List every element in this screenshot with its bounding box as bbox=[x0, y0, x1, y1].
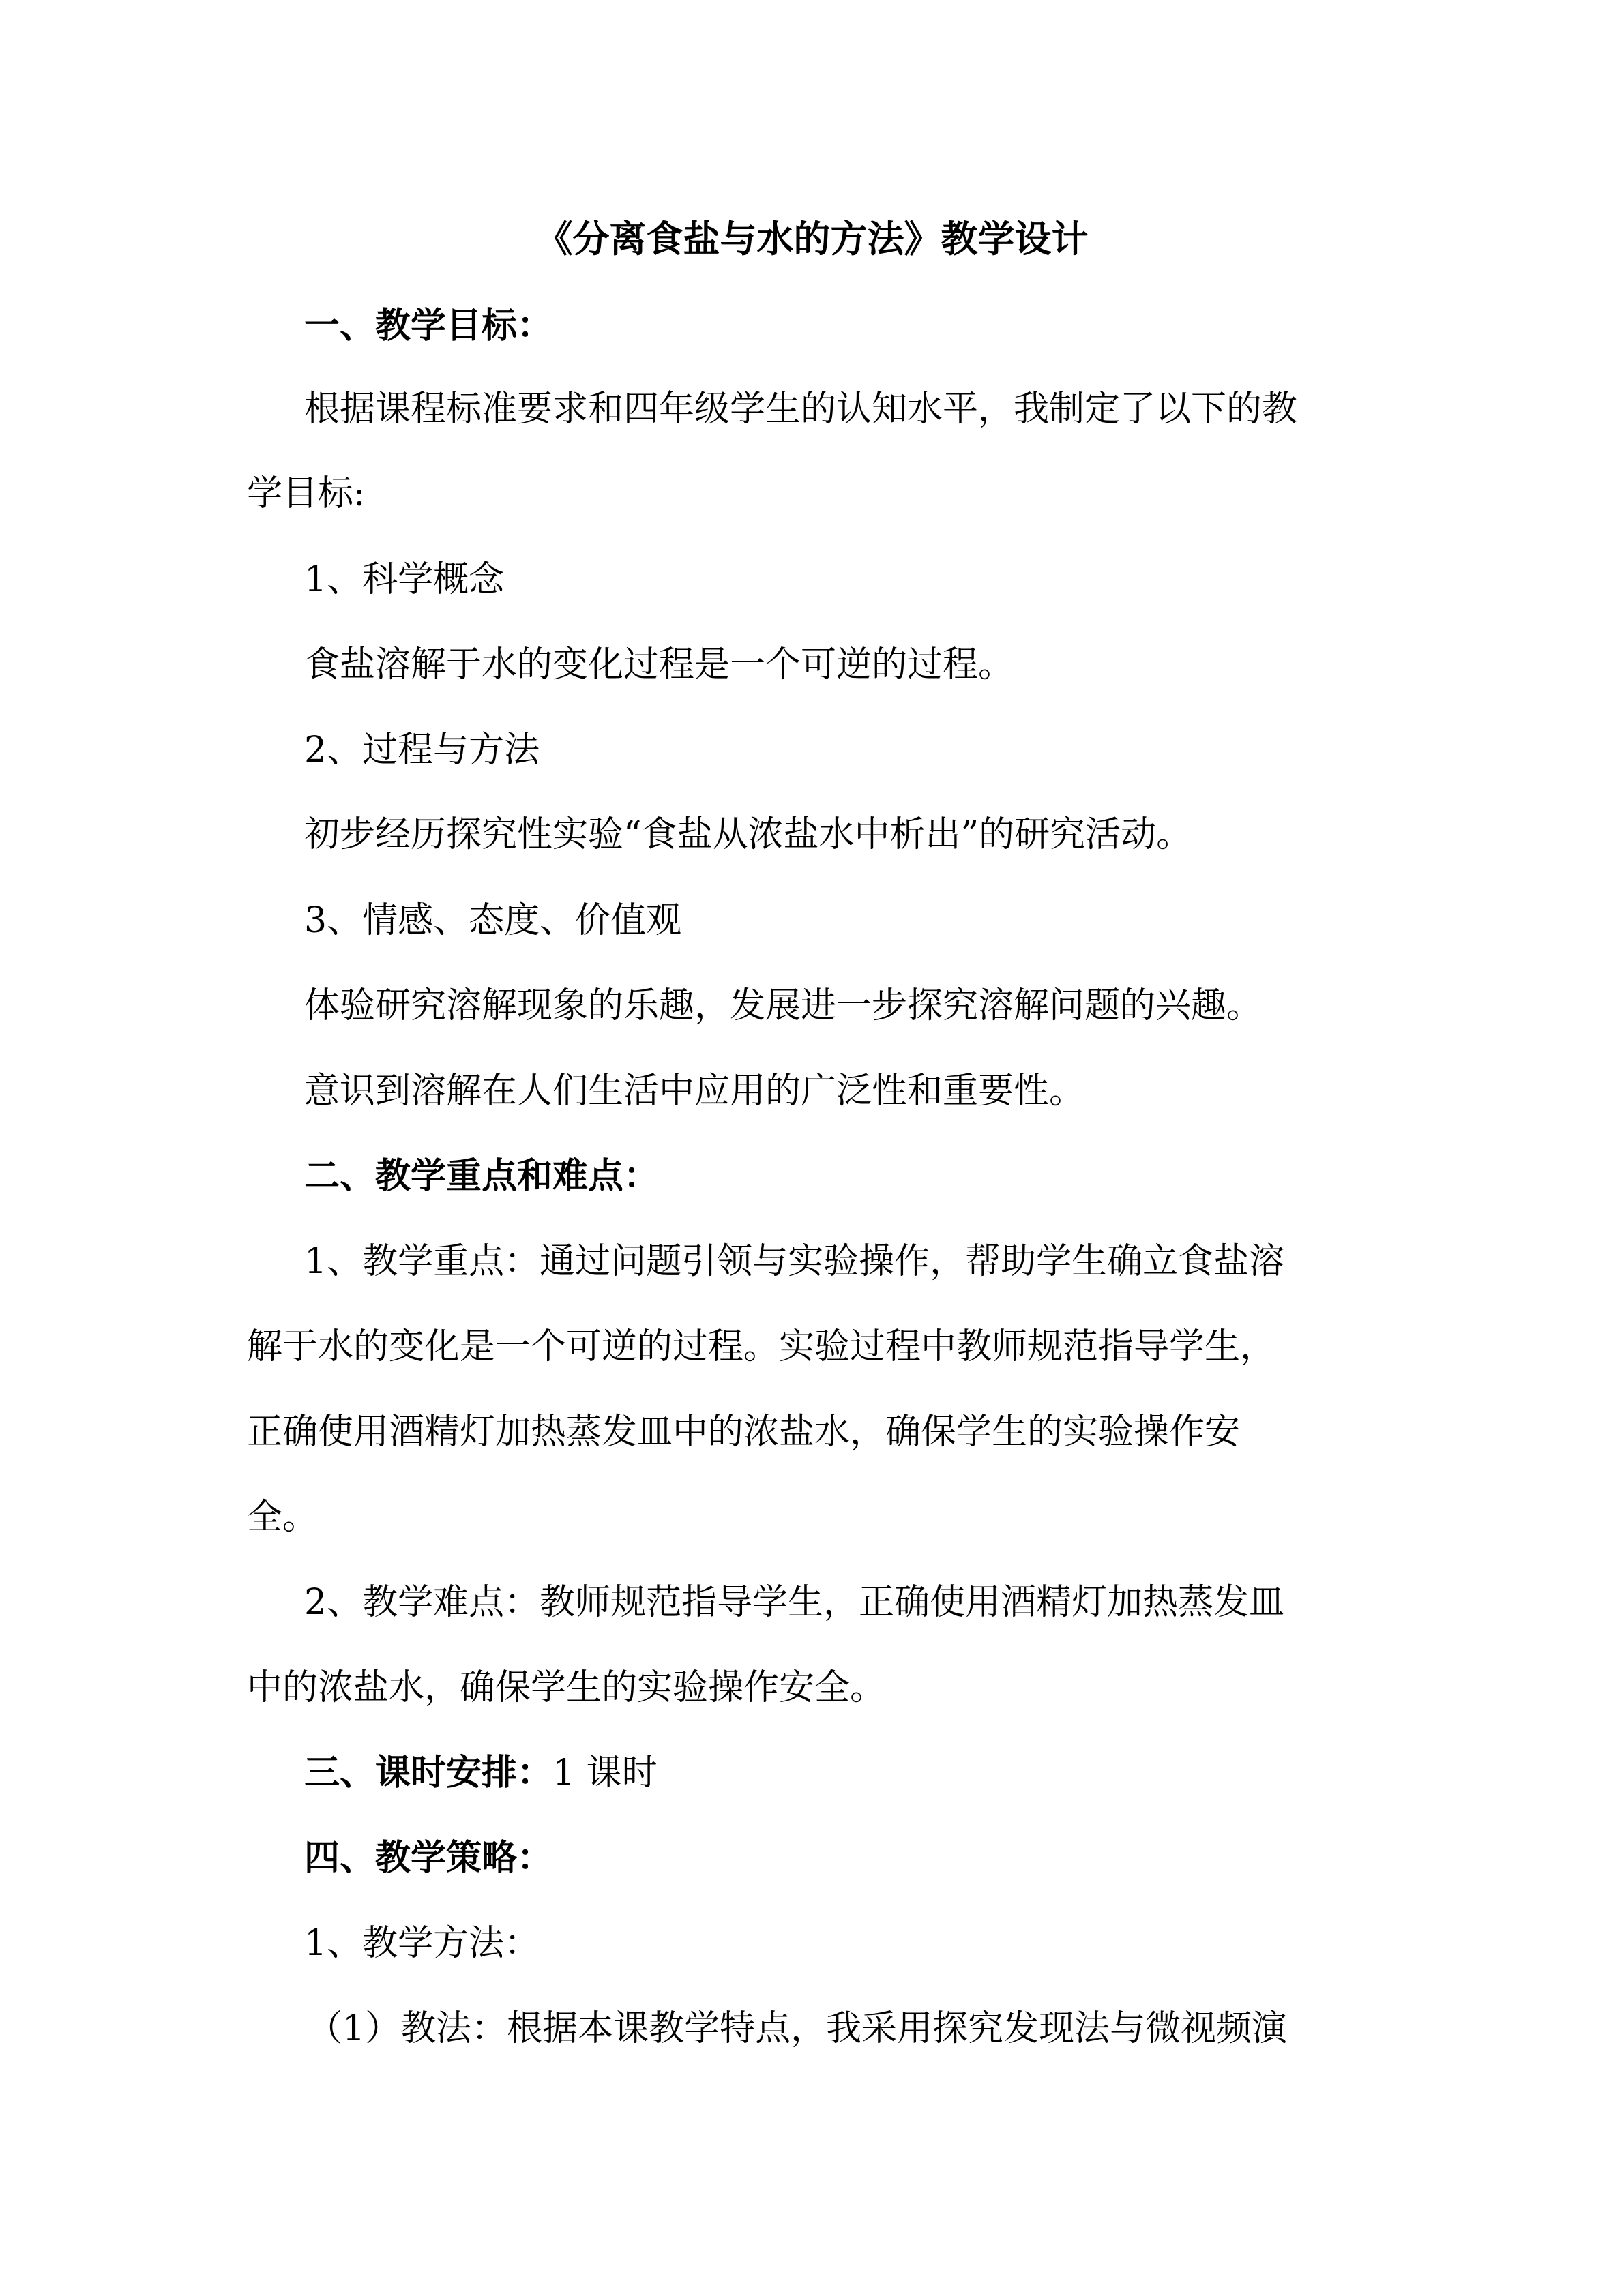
item-label: 2、过程与方法 bbox=[304, 730, 540, 771]
paragraph-line: 1、教学重点：通过问题引领与实验操作，帮助学生确立食盐溶 bbox=[304, 1241, 1285, 1282]
paragraph-line: （1）教法：根据本课教学特点，我采用探究发现法与微视频演 bbox=[307, 2008, 1288, 2049]
item-label: 1、科学概念 bbox=[304, 559, 505, 600]
section-heading-schedule: 三、课时安排： bbox=[304, 1752, 553, 1793]
section-heading-strategy: 四、教学策略： bbox=[304, 1837, 553, 1879]
document-title: 《分离食盐与水的方法》教学设计 bbox=[535, 217, 1089, 260]
item-label: 3、情感、态度、价值观 bbox=[304, 900, 682, 941]
paragraph-line: 中的浓盐水，确保学生的实验操作安全。 bbox=[247, 1667, 886, 1708]
paragraph-line: 食盐溶解于水的变化过程是一个可逆的过程。 bbox=[304, 644, 1014, 685]
paragraph-line: 2、教学难点：教师规范指导学生，正确使用酒精灯加热蒸发皿 bbox=[304, 1582, 1285, 1623]
paragraph-line: 体验研究溶解现象的乐趣，发展进一步探究溶解问题的兴趣。 bbox=[304, 985, 1263, 1026]
section-heading-key-points: 二、教学重点和难点： bbox=[304, 1155, 660, 1197]
paragraph-line: 全。 bbox=[247, 1497, 319, 1538]
item-label: 1、教学方法： bbox=[304, 1923, 540, 1964]
paragraph-line: 初步经历探究性实验“食盐从浓盐水中析出”的研究活动。 bbox=[304, 814, 1192, 855]
schedule-value: 1 课时 bbox=[552, 1753, 658, 1793]
paragraph-line: 解于水的变化是一个可逆的过程。实验过程中教师规范指导学生， bbox=[247, 1326, 1276, 1367]
paragraph-line: 正确使用酒精灯加热蒸发皿中的浓盐水，确保学生的实验操作安 bbox=[247, 1412, 1241, 1452]
paragraph-line: 根据课程标准要求和四年级学生的认知水平，我制定了以下的教 bbox=[304, 389, 1298, 430]
paragraph-line: 学目标: bbox=[247, 473, 366, 514]
section-line-schedule bbox=[304, 1751, 658, 1795]
section-heading-objectives: 一、教学目标： bbox=[304, 305, 553, 346]
paragraph-line: 意识到溶解在人们生活中应用的广泛性和重要性。 bbox=[304, 1071, 1085, 1112]
